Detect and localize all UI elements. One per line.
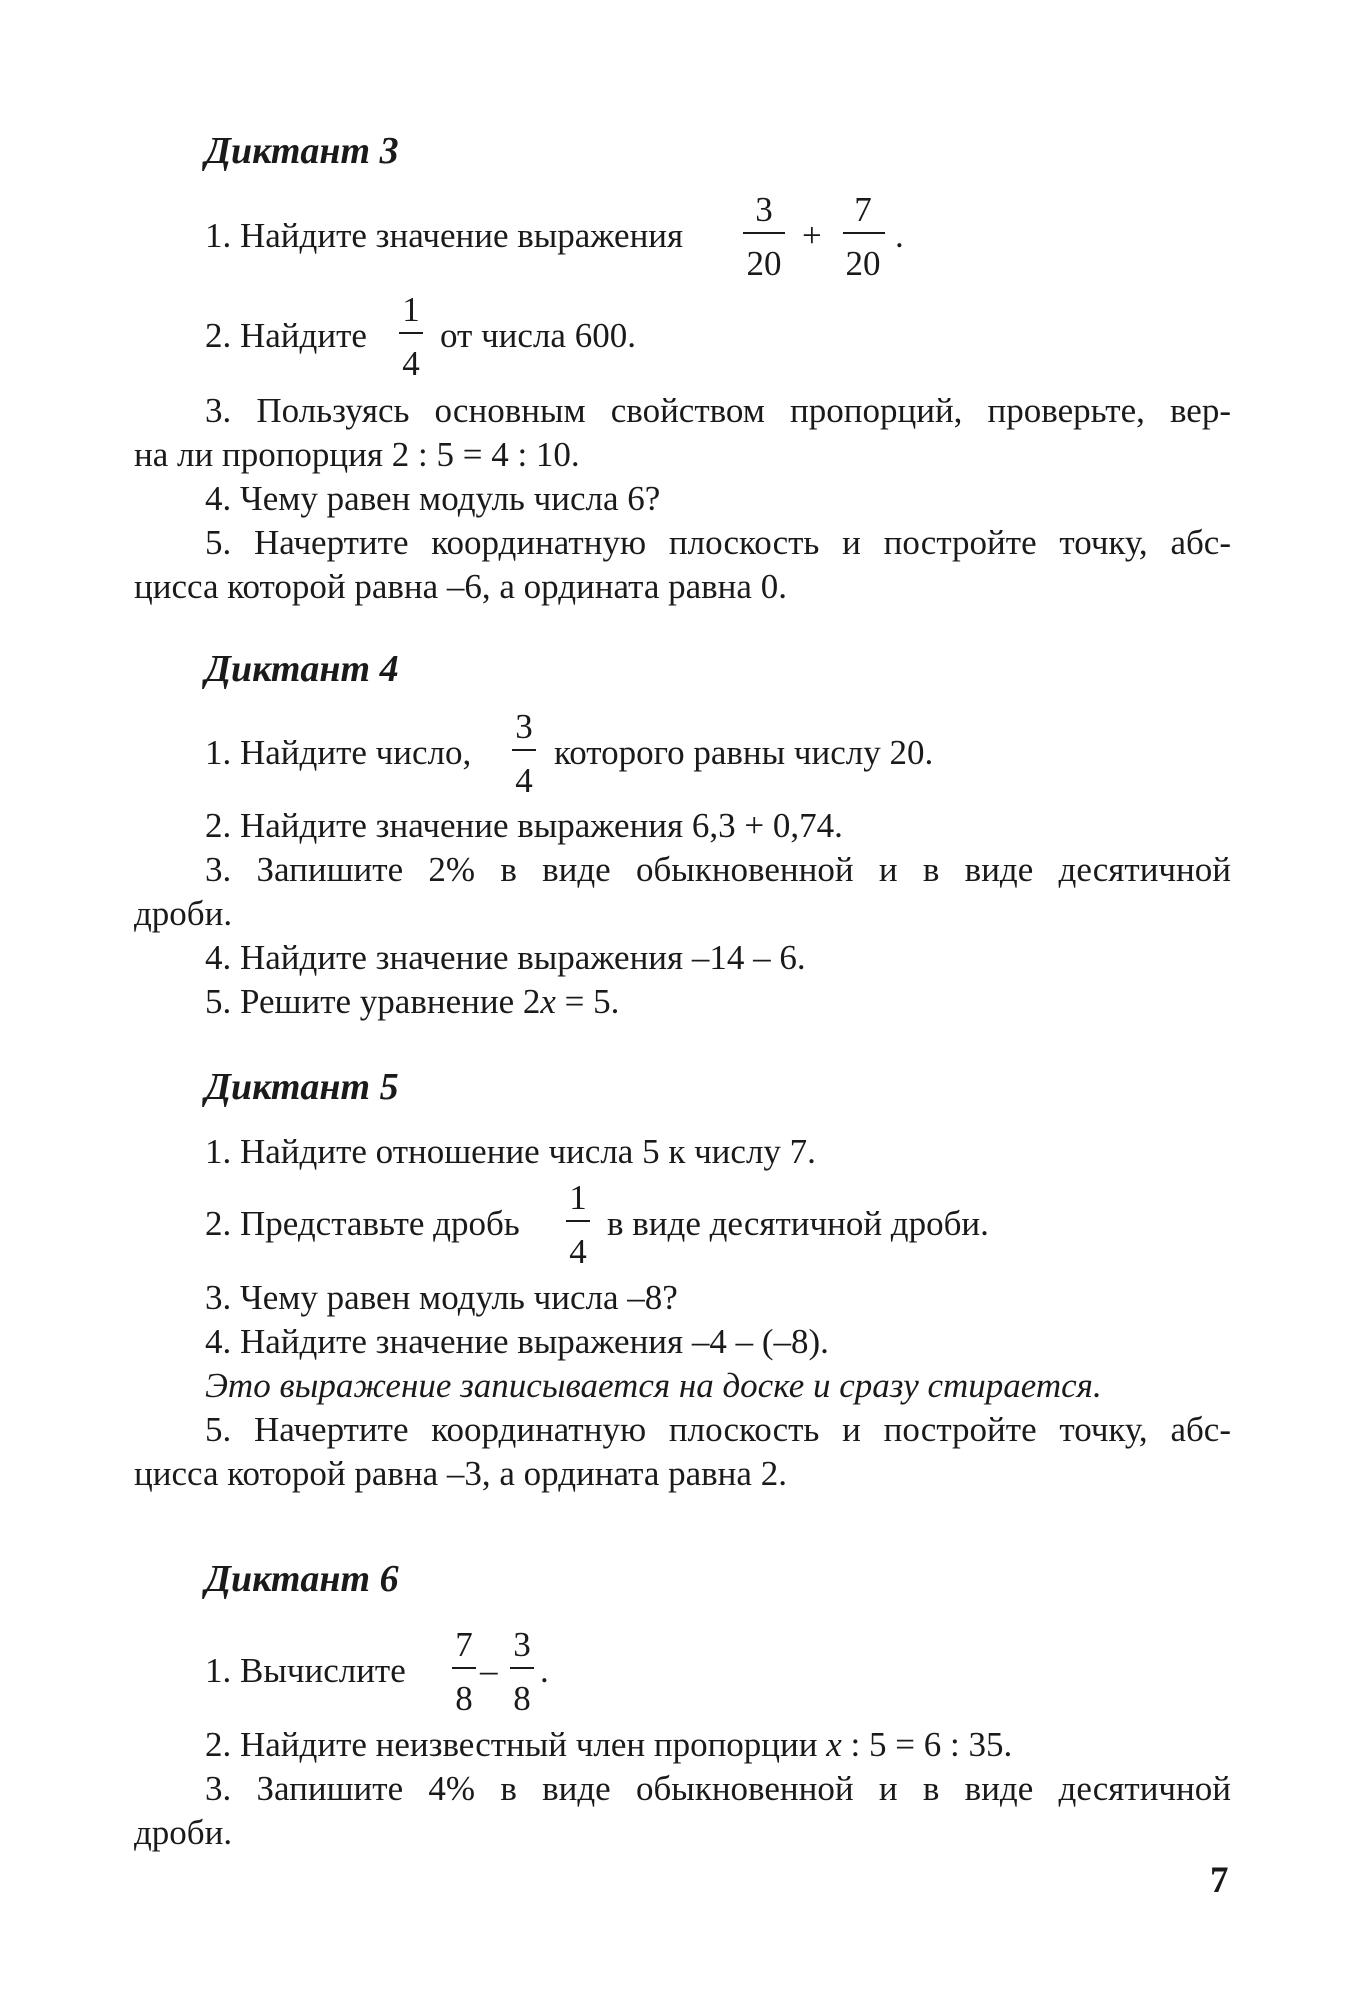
d4-q5-pre: 5. Решите уравнение 2 [205,982,541,1021]
d6-q2-pre: 2. Найдите неизвестный член пропорции [205,1725,827,1764]
d3-q2-tail: от числа 600. [440,316,636,355]
d3-q5-line1: 5. Начертите координатную плоскость и постройте точку, абс- [205,523,1231,562]
d5-q2-frac-den: 4 [569,1232,587,1271]
d4-q2: 2. Найдите значение выражения 6,3 + 0,74. [205,806,843,845]
d6-q3-line1: 3. Запишите 4% в виде обыкновенной и в виде десятичной [205,1769,1231,1808]
d5-q5-line1: 5. Начертите координатную плоскость и постройте точку, абс- [205,1410,1231,1449]
d3-q2-frac-num: 1 [402,290,420,329]
d6-q1-text: 1. Вычислите [205,1651,406,1690]
fraction-bar [566,1220,590,1222]
d3-q1-frac2-den: 20 [845,244,881,283]
d3-q1-text: 1. Найдите значение выражения [205,216,684,255]
period: . [540,1651,549,1690]
d5-q3: 3. Чему равен модуль числа –8? [205,1278,678,1317]
d3-q4: 4. Чему равен модуль числа 6? [205,479,661,518]
d5-q2-frac-num: 1 [569,1178,587,1217]
d5-q2-text: 2. Представьте дробь [205,1204,520,1243]
d6-q3-line2: дроби. [134,1813,233,1852]
d6-q1-frac2-den: 8 [513,1679,531,1718]
fraction-bar [843,232,885,234]
dictation-6-title: Диктант 6 [205,1558,399,1600]
fraction-bar [512,749,536,751]
fraction-bar [452,1667,476,1669]
d3-q5-line2: цисса которой равна –6, а ордината равна 0. [134,567,787,606]
d3-q2-text: 2. Найдите [205,316,367,355]
d4-q1-tail: которого равны числу 20. [554,733,934,772]
variable-x: x [540,982,556,1021]
dictation-4-title: Диктант 4 [205,648,399,690]
minus-sign: – [480,1651,498,1690]
d4-q3-line1: 3. Запишите 2% в виде обыкновенной и в виде десятичной [205,850,1231,889]
d5-q2-tail: в виде десятичной дроби. [607,1204,989,1243]
fraction-bar [743,232,785,234]
d4-q4: 4. Найдите значение выражения –14 – 6. [205,938,806,977]
d6-q1-frac1-num: 7 [455,1625,473,1664]
d3-q1-frac1-den: 20 [746,244,782,283]
d3-q2-frac-den: 4 [402,344,420,383]
d4-q3-line2: дроби. [134,894,233,933]
d6-q2-post: : 5 = 6 : 35. [841,1725,1013,1764]
fraction-bar [399,332,423,334]
d3-q1-frac2-num: 7 [854,190,872,229]
dictation-3-title: Диктант 3 [205,130,399,172]
page-number: 7 [1210,1860,1229,1901]
d3-q3-line2: на ли пропорция 2 : 5 = 4 : 10. [134,435,580,474]
period: . [895,216,904,255]
teacher-note: Это выражение записывается на доске и сразу стирается. [205,1366,1102,1405]
variable-x: x [826,1725,842,1764]
d6-q1-frac1-den: 8 [455,1679,473,1718]
fraction-bar [510,1667,534,1669]
d3-q1-frac1-num: 3 [755,190,773,229]
d4-q5-post: = 5. [555,982,620,1021]
d4-q5 [205,984,619,1019]
d4-q1-frac-den: 4 [515,761,533,800]
d4-q1-frac-num: 3 [515,707,533,746]
d5-q4: 4. Найдите значение выражения –4 – (–8). [205,1322,829,1361]
d6-q2 [205,1727,1012,1762]
d4-q1-text: 1. Найдите число, [205,733,472,772]
d3-q3-line1: 3. Пользуясь основным свойством пропорций, проверьте, вер- [205,391,1231,430]
plus-sign: + [802,216,822,255]
dictation-5-title: Диктант 5 [205,1066,399,1108]
d6-q1-frac2-num: 3 [513,1625,531,1664]
d5-q5-line2: цисса которой равна –3, а ордината равна 2. [134,1454,787,1493]
d5-q1: 1. Найдите отношение числа 5 к числу 7. [205,1132,816,1171]
